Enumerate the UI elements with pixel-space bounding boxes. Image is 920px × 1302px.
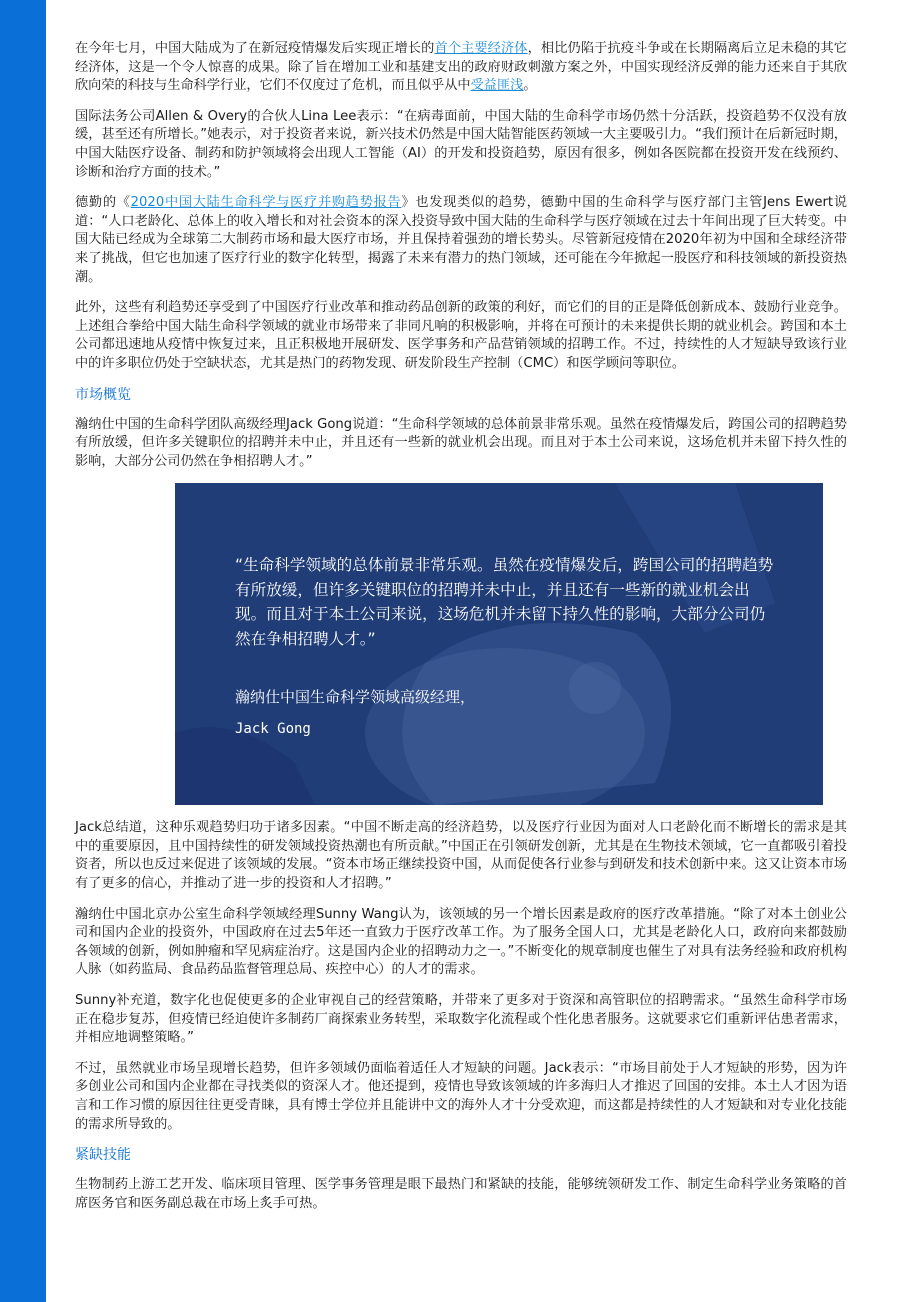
- article-body: [75, 40, 847, 1225]
- paragraph-6: Jack总结道，这种乐观趋势归功于诸多因素。“中国不断走高的经济趋势，以及医疗行业因为面对人口老龄化而不断增长的需求是其中的重要原因，且中国持续性的研发领域投资热潮也有所贡献。”中国正在引领研发创新，尤其是在生物技术领域，它一直都吸引着投资者，所以也反过来促进了该领域的发展。“资本市场正继续投资中国，从而促使各行业参与到研发和技术创新中来。这又让资本市场有了更多的信心，并推动了进一步的投资和人才招聘。”: [75, 820, 847, 892]
- section-heading-market-overview: 市场概览: [75, 386, 131, 403]
- link-first-major-economy[interactable]: 首个主要经济体: [434, 41, 528, 56]
- paragraph-9: 不过，虽然就业市场呈现增长趋势，但许多领域仍面临着适任人才短缺的问题。Jack表示：“市场目前处于人才短缺的形势，因为许多创业公司和国内企业都在寻找类似的资深人才。他还提到，疫情也导致该领域的许多海归人才推迟了回国的安排。本土人才因为语言和工作习惯的原因往往更受青睐，具有博士学位并且能讲中文的海外人才十分受欢迎，而这都是持续性的人才短缺和对专业化技能的需求所导致的。: [75, 1060, 847, 1132]
- quote-hero-image: [175, 483, 823, 805]
- paragraph-3: 德勤的《2020中国大陆生命科学与医疗并购趋势报告》也发现类似的趋势，德勤中国的生命科学与医疗部门主管Jens Ewert说道：“人口老龄化、总体上的收入增长和对社会资本的深入投资导致中国大陆的生命科学与医疗领域在过去十年间出现了巨大转变。中国大陆已经成为全球第二大制药市场和最大医疗市场，并且保持着强劲的增长势头。尽管新冠疫情在2020年初为中国和全球经济带来了挑战，但它也加速了医疗行业的数字化转型，揭露了未来有潜力的热门领域，还可能在今年掀起一股医疗和科技领域的新投资热潮。: [75, 195, 848, 285]
- quote-attribution-name: Jack Gong: [235, 721, 311, 738]
- section-heading-skills-shortage: 紧缺技能: [75, 1147, 131, 1164]
- paragraph-5: 瀚纳仕中国的生命科学团队高级经理Jack Gong说道：“生命科学领域的总体前景非常乐观。虽然在疫情爆发后，跨国公司的招聘趋势有所放缓，但许多关键职位的招聘并未中止，并且还有一些新的就业机会出现。而且对于本土公司来说，这场危机并未留下持久性的影响，大部分公司仍然在争相招聘人才。”: [75, 416, 847, 469]
- link-deloitte-report[interactable]: 2020中国大陆生命科学与医疗并购趋势报告: [130, 195, 402, 211]
- paragraph-7: 瀚纳仕中国北京办公室生命科学领域经理Sunny Wang认为，该领域的另一个增长因素是政府的医疗改革措施。“除了对本土创业公司和国内企业的投资外，中国政府在过去5年还一直致力于医疗改革工作。为了服务全国人口，尤其是老龄化人口，政府向来都鼓励各领域的创新，例如肿瘤和罕见病症治疗。这是国内企业的招聘动力之一。”不断变化的规章制度也催生了对具有法务经验和政府机构人脉（如药监局、食品药品监督管理总局、疾控中心）的人才的需求。: [75, 906, 847, 978]
- paragraph-8: Sunny补充道，数字化也促使更多的企业审视自己的经营策略，并带来了更多对于资深和高管职位的招聘需求。“虽然生命科学市场正在稳步复苏，但疫情已经迫使许多制药厂商探索业务转型，采取数字化流程或个性化患者服务。这就要求它们重新评估患者需求，并相应地调整策略。”: [75, 993, 847, 1046]
- paragraph-10: 生物制药上游工艺开发、临床项目管理、医学事务管理是眼下最热门和紧缺的技能，能够统领研发工作、制定生命科学业务策略的首席医务官和医务副总裁在市场上炙手可热。: [75, 1177, 847, 1211]
- left-accent-bar: [0, 0, 46, 1302]
- paragraph-2: 国际法务公司Allen & Overy的合伙人Lina Lee表示：“在病毒面前，中国大陆的生命科学市场仍然十分活跃，投资趋势不仅没有放缓，甚至还有所增长。”她表示，对于投资者来说，新兴技术仍然是中国大陆智能医药领域一大主要吸引力。“我们预计在后新冠时期，中国大陆医疗设备、制药和防护领域将会出现人工智能（AI）的开发和投资趋势，原因有很多，例如各医院都在投资开发在线预约、诊断和治疗方面的技术。”: [75, 108, 847, 180]
- paragraph-1: 在今年七月，中国大陆成为了在新冠疫情爆发后实现正增长的首个主要经济体，相比仍陷于抗疫斗争或在长期隔离后立足未稳的其它经济体，这是一个令人惊喜的成果。除了旨在增加工业和基建支出的政府财政刺激方案之外，中国实现经济反弹的能力还来自于其欣欣向荣的科技与生命科学行业，它们不仅度过了危机，而且似乎从中受益匪浅。: [75, 41, 847, 94]
- paragraph-4: 此外，这些有利趋势还享受到了中国医疗行业改革和推动药品创新的政策的利好，而它们的目的正是降低创新成本、鼓励行业竞争。上述组合拳给中国大陆生命科学领域的就业市场带来了非同凡响的积极影响，并将在可预计的未来提供长期的就业机会。跨国和本土公司都迅速地从疫情中恢复过来，且正积极地开展研发、医学事务和产品营销领域的招聘工作。不过，持续性的人才短缺导致该行业中的许多职位仍处于空缺状态，尤其是热门的药物发现、研发阶段生产控制（CMC）和医学顾问等职位。: [75, 300, 847, 371]
- link-benefit[interactable]: 受益匪浅: [470, 78, 524, 94]
- pull-quote: “生命科学领域的总体前景非常乐观。虽然在疫情爆发后，跨国公司的招聘趋势有所放缓，但许多关键职位的招聘并未中止，并且还有一些新的就业机会出现。而且对于本土公司来说，这场危机并未留下持久性的影响，大部分公司仍然在争相招聘人才。”: [235, 556, 774, 648]
- quote-attribution-title: 瀚纳仕中国生命科学领域高级经理，: [235, 688, 476, 707]
